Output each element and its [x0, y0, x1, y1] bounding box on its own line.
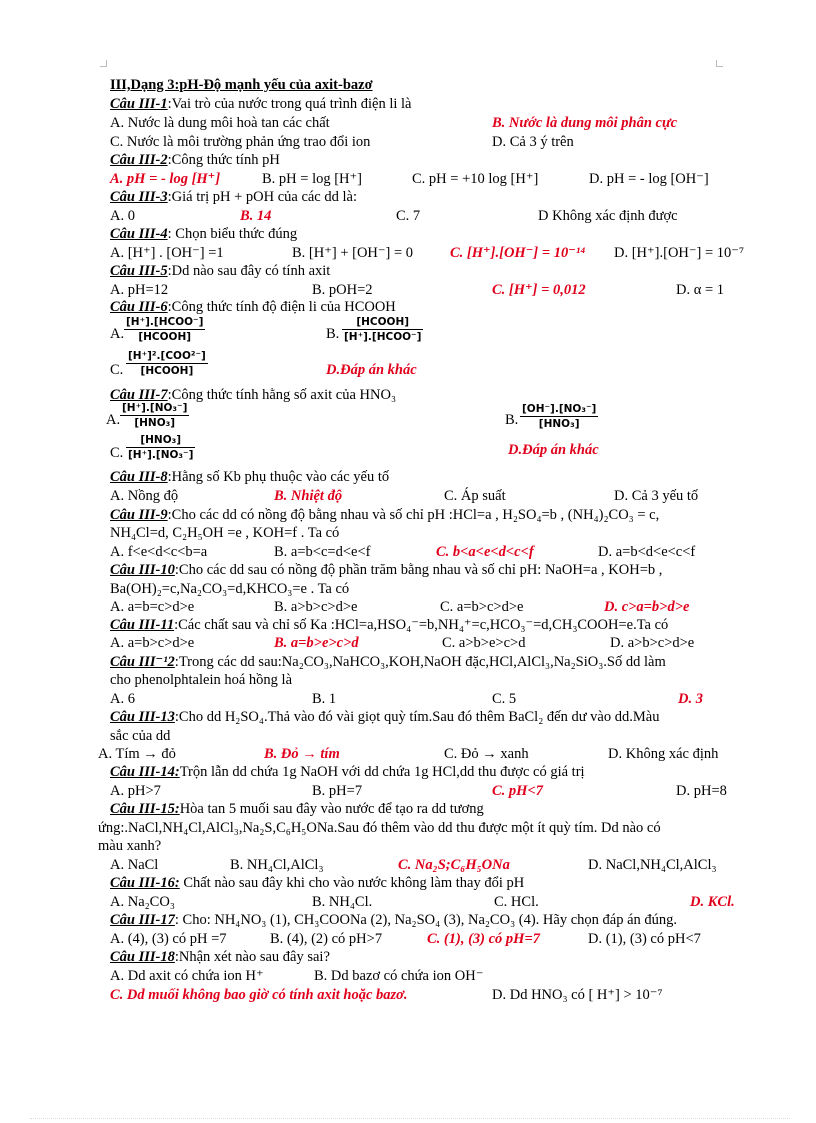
question-10	[110, 561, 662, 579]
option-b: B. NH₄Cl.	[312, 894, 373, 910]
fraction-c	[126, 434, 195, 461]
question-text-cont: ứng:.NaCl,NH₄Cl,AlCl₃,Na₂S,C₆H₅ONa.Sau đó thêm vào dd thu được một ít quỳ tím. Dd nào có	[98, 820, 661, 836]
question-label: Câu III⁻¹2	[110, 654, 175, 670]
correct-answer: C. [H⁺].[OH⁻] = 10⁻¹⁴	[450, 245, 586, 261]
fraction-denominator: [HNO₃]	[538, 418, 580, 430]
option-a-letter: A.	[106, 412, 121, 428]
fraction-numerator: [HNO₃]	[126, 434, 195, 448]
option-d: D. (1), (3) có pH<7	[588, 931, 701, 947]
option-a: A. pH>7	[110, 783, 161, 799]
question-2	[110, 151, 280, 169]
option-c: C. pH = +10 log [H⁺]	[412, 171, 539, 187]
correct-answer: D. 3	[678, 691, 703, 707]
correct-answer: C. Na₂S;C₆H₅ONa	[398, 857, 510, 873]
correct-answer: A. pH = - log [H⁺]	[110, 171, 221, 187]
option-d: D. α = 1	[676, 282, 724, 298]
question-4	[110, 225, 297, 243]
option-b: B. a=b<c=d<e<f	[274, 544, 371, 560]
question-text-cont: NH₄Cl=d, C₂H₅OH =e , KOH=f . Ta có	[110, 525, 340, 541]
question-text: :Trong các dd sau:Na₂CO₃,NaHCO₃,KOH,NaOH đặc,HCl,AlCl₃,Na₂SiO₃.Số dd làm	[174, 654, 666, 670]
option-c: C. 5	[492, 691, 517, 707]
question-text-cont: sắc của dd	[110, 728, 171, 744]
question-text: : Cho: NH₄NO₃ (1), CH₃COONa (2), Na₂SO₄ (3), Na₂CO₃ (4). Hãy chọn đáp án đúng.	[174, 912, 678, 928]
option-b: B. pH = log [H⁺]	[262, 171, 363, 187]
question-14	[110, 763, 585, 781]
correct-answer: C. (1), (3) có pH=7	[427, 931, 540, 947]
fraction-numerator: [H⁺].[HCOO⁻]	[126, 316, 204, 328]
question-text: :Công thức tính độ điện li của HCOOH	[167, 299, 396, 315]
option-d: D. a=b<d<e<c<f	[598, 544, 696, 560]
question-3	[110, 188, 357, 206]
option-b-letter: B.	[326, 326, 340, 342]
option-d: D. [H⁺].[OH⁻] = 10⁻⁷	[614, 245, 745, 261]
fraction-a	[124, 316, 205, 343]
question-label: Câu III-8	[110, 469, 168, 485]
question-11	[110, 616, 668, 634]
correct-answer: B. a=b>e>c>d	[274, 635, 359, 651]
question-label: Câu III-18	[110, 949, 175, 965]
correct-answer: C. b<a<e<d<c<f	[436, 544, 534, 560]
margin-mark	[100, 60, 107, 67]
fraction-numerator: [H⁺].[NO₃⁻]	[122, 402, 188, 414]
question-5	[110, 262, 330, 280]
option-b: B. 1	[312, 691, 337, 707]
fraction-numerator: [H⁺]².[COO²⁻]	[128, 350, 206, 362]
question-text-cont: Ba(OH)₂=c,Na₂CO₃=d,KHCO₃=e . Ta có	[110, 581, 350, 597]
question-13	[110, 708, 659, 726]
option-a: A. Dd axit có chứa ion H⁺	[110, 968, 264, 984]
question-label: Câu III-1	[110, 96, 168, 112]
option-d: D. Dd HNO₃ có [ H⁺] > 10⁻⁷	[492, 987, 663, 1003]
fraction-b	[520, 403, 598, 430]
question-label: Câu III-3	[110, 189, 168, 205]
option-b: B. [H⁺] + [OH⁻] = 0	[292, 245, 414, 261]
question-label: Câu III-9	[110, 507, 168, 523]
question-text: :Cho các dd có nồng độ bằng nhau và số chỉ pH :HCl=a , H₂SO₄=b , (NH₄)₂CO₃ = c,	[167, 507, 660, 523]
question-text: :Cho dd H₂SO₄.Thả vào đó vài giọt quỳ tím.Sau đó thêm BaCl₂ đến dư vào dd.Màu	[174, 709, 660, 725]
option-d: D. Không xác định	[608, 746, 719, 762]
fraction-numerator: [OH⁻].[NO₃⁻]	[522, 403, 597, 415]
question-12	[110, 653, 666, 671]
fraction-denominator: [HNO₃]	[134, 417, 176, 429]
question-16	[110, 874, 524, 892]
question-label: Câu III-14:	[110, 764, 180, 780]
question-1	[110, 95, 411, 113]
option-a: A. a=b>c>d>e	[110, 635, 195, 651]
option-d: D Không xác định được	[538, 208, 678, 224]
question-17	[110, 911, 677, 929]
option-c: C. a>b>e>c>d	[442, 635, 526, 651]
option-b: B. a>b>c>d>e	[274, 599, 358, 615]
option-d: D. Cả 3 yếu tố	[614, 488, 699, 504]
question-label: Câu III-7	[110, 387, 168, 403]
option-b-letter: B.	[505, 412, 519, 428]
fraction-b	[342, 316, 423, 343]
option-b: B. Dd bazơ có chứa ion OH⁻	[314, 968, 484, 984]
question-text: :Các chất sau và chỉ số Ka :HCl=a,HSO₄⁻=b,NH₄⁺=c,HCO₃⁻=d,CH₃COOH=e.Ta có	[174, 617, 669, 633]
option-d: D. NaCl,NH₄Cl,AlCl₃	[588, 857, 717, 873]
question-label: Câu III-5	[110, 263, 168, 279]
option-d: D. Cả 3 ý trên	[492, 134, 574, 150]
correct-answer: B. Nước là dung môi phân cực	[492, 115, 678, 131]
correct-answer: D.Đáp án khác	[508, 442, 599, 458]
question-label: Câu III-17	[110, 912, 175, 928]
question-text-cont: màu xanh?	[98, 838, 162, 854]
option-c: C. 7	[396, 208, 421, 224]
fraction-denominator: [H⁺].[NO₃⁻]	[128, 449, 194, 461]
correct-answer: B. 14	[240, 208, 272, 224]
question-text: :Hằng số Kb phụ thuộc vào các yếu tố	[167, 469, 390, 485]
question-text-cont: cho phenolphtalein hoá hồng là	[110, 672, 293, 688]
question-15	[110, 800, 484, 818]
correct-answer: C. [H⁺] = 0,012	[492, 282, 586, 298]
question-9	[110, 506, 659, 524]
option-c: C. Áp suất	[444, 488, 506, 504]
option-c-letter: C.	[110, 445, 124, 461]
option-c: C. Nước là môi trường phản ứng trao đổi ion	[110, 134, 371, 150]
correct-answer: C. pH<7	[492, 783, 543, 799]
option-a: A. Na₂CO₃	[110, 894, 175, 910]
question-8	[110, 468, 389, 486]
question-label: Câu III-11	[110, 617, 175, 633]
option-b: B. (4), (2) có pH>7	[270, 931, 383, 947]
question-text: :Giá trị pH + pOH của các dd là:	[167, 189, 357, 205]
margin-mark	[716, 60, 723, 67]
option-a-letter: A.	[110, 326, 125, 342]
option-a: A. Nồng độ	[110, 488, 179, 504]
option-c: C. Đỏ → xanh	[444, 746, 529, 762]
option-a: A. Nước là dung môi hoà tan các chất	[110, 115, 330, 131]
correct-answer: D.Đáp án khác	[326, 362, 417, 378]
option-a: A. pH=12	[110, 282, 169, 298]
option-d: D. pH = - log [OH⁻]	[589, 171, 709, 187]
question-text: Chất nào sau đây khi cho vào nước không làm thay đổi pH	[179, 875, 525, 891]
question-label: Câu III-13	[110, 709, 175, 725]
correct-answer: C. Dd muối không bao giờ có tính axit hoặc bazơ.	[110, 987, 408, 1003]
option-a: A. (4), (3) có pH =7	[110, 931, 227, 947]
question-text: :Công thức tính pH	[167, 152, 280, 168]
question-text: :Nhận xét nào sau đây sai?	[174, 949, 330, 965]
correct-answer: B. Nhiệt độ	[274, 488, 343, 504]
fraction-denominator: [H⁺].[HCOO⁻]	[344, 331, 422, 343]
question-text: :Cho các dd sau có nồng độ phần trăm bằng nhau và số chỉ pH: NaOH=a , KOH=b ,	[174, 562, 663, 578]
question-label: Câu III-2	[110, 152, 168, 168]
option-c: C. HCl.	[494, 894, 539, 910]
option-a: A. f<e<d<c<b=a	[110, 544, 208, 560]
question-text: Trộn lẫn dd chứa 1g NaOH với dd chứa 1g HCl,dd thu được có giá trị	[179, 764, 585, 780]
question-label: Câu III-4	[110, 226, 168, 242]
question-label: Câu III-16:	[110, 875, 180, 891]
option-c: C. a=b>c>d>e	[440, 599, 524, 615]
fraction-c	[126, 350, 208, 377]
section-title: III,Dạng 3:pH-Độ mạnh yếu của axit-bazơ	[110, 77, 373, 93]
question-text: :Vai trò của nước trong quá trình điện li là	[167, 96, 412, 112]
option-a: A. Tím → đỏ	[98, 746, 176, 762]
option-a: A. NaCl	[110, 857, 159, 873]
option-a: A. 0	[110, 208, 135, 224]
correct-answer: D. KCl.	[690, 894, 735, 910]
question-label: Câu III-6	[110, 299, 168, 315]
fraction-numerator: [HCOOH]	[342, 316, 423, 330]
fraction-denominator: [HCOOH]	[140, 365, 194, 377]
question-label: Câu III-10	[110, 562, 175, 578]
correct-answer: B. Đỏ → tím	[264, 746, 340, 762]
option-b: B. pH=7	[312, 783, 363, 799]
question-text: : Chọn biểu thức đúng	[167, 226, 298, 242]
option-c-letter: C.	[110, 362, 124, 378]
question-text: :Dd nào sau đây có tính axit	[167, 263, 331, 279]
question-text: :Công thức tính hằng số axit của HNO₃	[167, 387, 396, 403]
option-b: B. NH₄Cl,AlCl₃	[230, 857, 324, 873]
option-d: D. pH=8	[676, 783, 727, 799]
question-18	[110, 948, 330, 966]
question-6	[110, 298, 396, 316]
option-d: D. a>b>c>d>e	[610, 635, 695, 651]
page-footer-divider	[30, 1118, 790, 1119]
fraction-denominator: [HCOOH]	[138, 331, 192, 343]
option-a: A. 6	[110, 691, 135, 707]
correct-answer: D. c>a=b>d>e	[604, 599, 690, 615]
question-label: Câu III-15:	[110, 801, 180, 817]
option-a: A. a=b=c>d>e	[110, 599, 195, 615]
option-b: B. pOH=2	[312, 282, 373, 298]
question-text: Hòa tan 5 muối sau đây vào nước để tạo ra dd tương	[179, 801, 484, 817]
fraction-a	[120, 402, 189, 429]
option-a: A. [H⁺] . [OH⁻] =1	[110, 245, 224, 261]
